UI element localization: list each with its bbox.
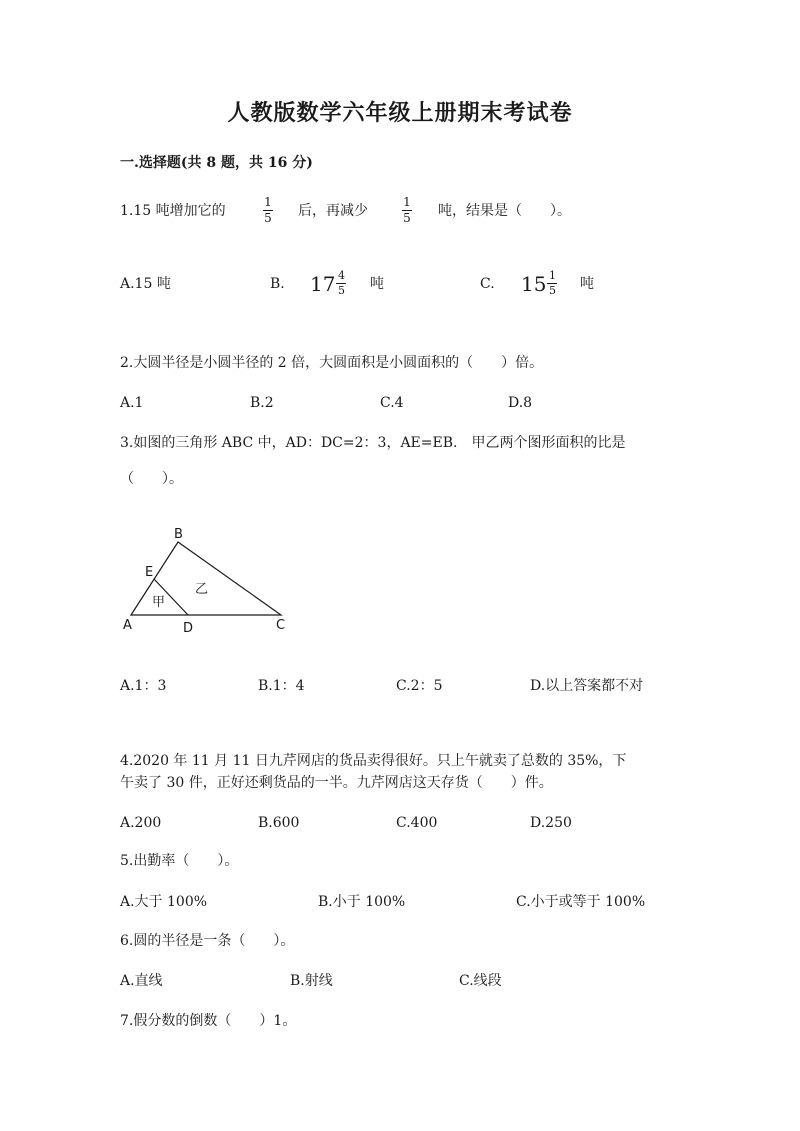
q1-frac1-numerator: 1 [264, 195, 272, 209]
q5-option-b[interactable]: B.小于 100% [318, 894, 406, 910]
q6-option-c[interactable]: C.线段 [459, 973, 502, 989]
q1-option-c-unit: 吨 [580, 276, 594, 292]
label-d: D [183, 621, 194, 636]
exam-title: 人教版数学六年级上册期末考试卷 [227, 100, 573, 126]
q6-text: 6.圆的半径是一条（ ）。 [120, 933, 295, 949]
q1-option-b-label[interactable]: B. [270, 276, 285, 292]
q1-frac2-denominator: 5 [403, 211, 411, 225]
q4-text-line1: 4.2020 年 11 月 11 日九芹网店的货品卖得很好。只上午就卖了总数的 35%，下 [120, 753, 627, 769]
q1-frac1-denominator: 5 [264, 211, 272, 225]
q3-option-b[interactable]: B.1：4 [258, 678, 305, 694]
q1-fraction-2 [402, 196, 412, 225]
q3-text-line2: （ ）。 [120, 471, 183, 487]
q7-text: 7.假分数的倒数（ ）1。 [120, 1013, 297, 1029]
q1-option-b-unit: 吨 [370, 276, 384, 292]
q1-option-c-label[interactable]: C. [480, 276, 495, 292]
q4-option-d[interactable]: D.250 [530, 815, 572, 831]
q1-fraction-1 [263, 196, 273, 225]
q2-option-a[interactable]: A.1 [120, 395, 144, 411]
q6-option-a[interactable]: A.直线 [120, 973, 163, 989]
q1-option-b-value [310, 270, 346, 297]
q1-optc-denominator: 5 [548, 284, 556, 297]
section-heading: 一.选择题(共 8 题，共 16 分) [120, 155, 313, 171]
q1-text-part2: 后，再减少 [298, 203, 368, 219]
q1-optc-whole: 15 [521, 271, 547, 296]
q5-option-a[interactable]: A.大于 100% [120, 894, 208, 910]
q5-text: 5.出勤率（ ）。 [120, 853, 239, 869]
q4-text-line2: 午卖了 30 件，正好还剩货品的一半。九芹网店这天存货（ ）件。 [120, 775, 553, 791]
q1-optb-numerator: 4 [337, 269, 345, 282]
q3-text-line1: 3.如图的三角形 ABC 中，AD：DC=2：3，AE=EB. 甲乙两个图形面积的比是 [120, 435, 626, 451]
q1-option-a[interactable]: A.15 吨 [120, 276, 171, 292]
q1-frac2-numerator: 1 [403, 195, 411, 209]
q1-text-part3: 吨，结果是（ ）。 [438, 203, 571, 219]
q1-optb-denominator: 5 [337, 284, 345, 297]
label-c: C [276, 618, 286, 633]
q4-option-b[interactable]: B.600 [258, 815, 300, 831]
q2-option-b[interactable]: B.2 [250, 395, 274, 411]
q2-option-c[interactable]: C.4 [380, 395, 404, 411]
q1-optc-fraction [547, 270, 557, 297]
q2-option-d[interactable]: D.8 [508, 395, 533, 411]
q3-option-c[interactable]: C.2：5 [396, 678, 443, 694]
q2-text: 2.大圆半径是小圆半径的 2 倍，大圆面积是小圆面积的（ ）倍。 [120, 355, 544, 371]
q1-optb-fraction [336, 270, 346, 297]
q1-optc-numerator: 1 [548, 269, 556, 282]
q6-option-b[interactable]: B.射线 [290, 973, 333, 989]
q3-option-a[interactable]: A.1：3 [120, 678, 167, 694]
q4-option-a[interactable]: A.200 [120, 815, 162, 831]
q5-option-c[interactable]: C.小于或等于 100% [516, 894, 646, 910]
label-a: A [123, 618, 132, 633]
label-e: E [145, 565, 154, 580]
q3-option-d[interactable]: D.以上答案都不对 [530, 678, 644, 694]
label-b: B [174, 527, 183, 542]
label-yi: 乙 [195, 582, 209, 597]
q4-option-c[interactable]: C.400 [396, 815, 438, 831]
triangle-figure [112, 522, 302, 638]
q1-optb-whole: 17 [310, 271, 336, 296]
label-jia: 甲 [152, 595, 166, 610]
q1-option-c-value [521, 270, 557, 297]
q1-text-part1: 1.15 吨增加它的 [120, 203, 226, 219]
